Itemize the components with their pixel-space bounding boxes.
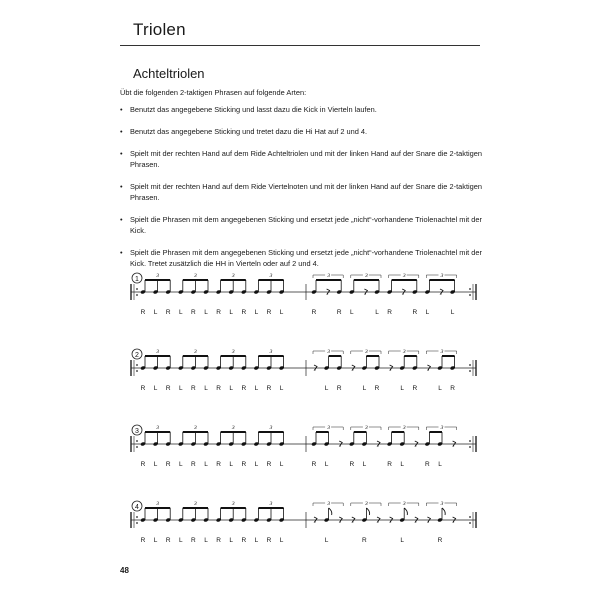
tuplet-number: 3 bbox=[269, 273, 273, 279]
sticking-letter: R bbox=[266, 385, 272, 392]
sticking-letter: L bbox=[229, 461, 234, 468]
tuplet-number: 3 bbox=[365, 273, 368, 279]
sticking-letter: R bbox=[191, 537, 196, 544]
tuplet-bracket bbox=[407, 351, 419, 354]
sticking-letter: R bbox=[266, 537, 272, 544]
sticking-letter: R bbox=[362, 537, 367, 544]
tuplet-bracket bbox=[313, 427, 325, 430]
tuplet-number: 3 bbox=[269, 349, 273, 355]
sticking-letter: L bbox=[153, 385, 158, 392]
sticking-letter: L bbox=[204, 309, 208, 316]
sticking-letter: L bbox=[425, 309, 430, 316]
sticking-letter: R bbox=[216, 461, 221, 468]
intro-text: Übt die folgenden 2-taktigen Phrasen auf folgende Arten: bbox=[120, 88, 307, 97]
sticking-letter: L bbox=[254, 309, 259, 316]
sticking-letter: L bbox=[349, 309, 354, 316]
sticking-letter: R bbox=[165, 537, 171, 544]
tuplet-bracket bbox=[445, 275, 457, 278]
tuplet-bracket bbox=[369, 351, 381, 354]
exercise-number: 1 bbox=[135, 276, 139, 283]
sticking-letter: R bbox=[374, 385, 380, 392]
repeat-dot bbox=[136, 288, 138, 290]
sticking-letter: L bbox=[254, 461, 259, 468]
eighth-rest bbox=[339, 517, 342, 522]
sticking-letter: L bbox=[204, 537, 208, 544]
eighth-rest bbox=[440, 289, 443, 294]
tuplet-number: 3 bbox=[365, 501, 368, 507]
instruction-item: • Spielt mit der rechten Hand auf dem Ride Achteltriolen und mit der linken Hand auf der Snare die 2-taktigen Phrasen. bbox=[120, 148, 482, 170]
sticking-letter: R bbox=[311, 309, 317, 316]
tuplet-number: 3 bbox=[156, 349, 159, 355]
sticking-letter: R bbox=[241, 309, 247, 316]
note-flag bbox=[366, 508, 369, 515]
sticking-letter: R bbox=[336, 309, 342, 316]
sticking-letter: L bbox=[153, 461, 158, 468]
chapter-title: Triolen bbox=[133, 20, 186, 39]
tuplet-bracket bbox=[369, 427, 381, 430]
sticking-letter: L bbox=[324, 385, 329, 392]
sticking-letter: L bbox=[362, 461, 367, 468]
tuplet-number: 3 bbox=[327, 501, 330, 507]
sticking-letter: L bbox=[229, 537, 234, 544]
tuplet-bracket bbox=[426, 427, 438, 430]
tuplet-bracket bbox=[331, 275, 343, 278]
eighth-rest bbox=[339, 441, 342, 446]
sticking-letter: L bbox=[178, 385, 183, 392]
tuplet-number: 3 bbox=[231, 349, 235, 355]
tuplet-number: 3 bbox=[365, 425, 368, 431]
tuplet-number: 3 bbox=[440, 273, 444, 279]
tuplet-bracket bbox=[351, 427, 363, 430]
sticking-letter: L bbox=[279, 461, 284, 468]
sticking-letter: R bbox=[336, 385, 342, 392]
tuplet-number: 3 bbox=[327, 349, 330, 355]
repeat-dot bbox=[469, 522, 471, 524]
eighth-rest bbox=[402, 289, 405, 294]
sticking-letter: R bbox=[241, 537, 247, 544]
note-flag bbox=[329, 508, 332, 515]
eighth-rest bbox=[364, 289, 367, 294]
tuplet-bracket bbox=[407, 275, 419, 278]
eighth-rest bbox=[377, 441, 380, 446]
tuplet-bracket bbox=[331, 351, 343, 354]
sticking-letter: L bbox=[324, 537, 329, 544]
tuplet-bracket bbox=[445, 503, 457, 506]
repeat-dot bbox=[469, 440, 471, 442]
tuplet-number: 3 bbox=[231, 501, 235, 507]
tuplet-number: 3 bbox=[156, 425, 159, 431]
page-number: 48 bbox=[120, 566, 129, 575]
repeat-dot bbox=[136, 516, 138, 518]
eighth-rest bbox=[427, 365, 430, 370]
eighth-rest bbox=[427, 517, 430, 522]
sticking-letter: R bbox=[349, 461, 355, 468]
tuplet-bracket bbox=[313, 275, 325, 278]
eighth-rest bbox=[352, 365, 355, 370]
sticking-letter: L bbox=[375, 309, 379, 316]
sticking-letter: L bbox=[204, 385, 208, 392]
sticking-letter: R bbox=[311, 461, 317, 468]
note-flag bbox=[404, 508, 407, 515]
tuplet-bracket bbox=[351, 275, 363, 278]
tuplet-bracket bbox=[426, 503, 438, 506]
tuplet-number: 3 bbox=[269, 425, 273, 431]
tuplet-number: 3 bbox=[194, 501, 197, 507]
sticking-letter: R bbox=[266, 309, 272, 316]
sticking-letter: L bbox=[178, 461, 183, 468]
sticking-letter: R bbox=[450, 385, 455, 392]
eighth-rest bbox=[314, 365, 317, 370]
repeat-dot bbox=[136, 370, 138, 372]
eighth-rest bbox=[327, 289, 330, 294]
eighth-rest bbox=[415, 517, 418, 522]
repeat-dot bbox=[136, 522, 138, 524]
sticking-letter: L bbox=[279, 309, 284, 316]
sticking-letter: R bbox=[387, 461, 392, 468]
tuplet-number: 3 bbox=[440, 425, 444, 431]
tuplet-number: 3 bbox=[440, 501, 444, 507]
sticking-letter: R bbox=[412, 309, 418, 316]
tuplet-bracket bbox=[351, 503, 363, 506]
eighth-rest bbox=[390, 517, 393, 522]
tuplet-number: 3 bbox=[156, 273, 159, 279]
tuplet-bracket bbox=[369, 275, 381, 278]
tuplet-number: 3 bbox=[156, 501, 159, 507]
sticking-letter: L bbox=[153, 309, 158, 316]
tuplet-bracket bbox=[426, 275, 438, 278]
sticking-letter: L bbox=[279, 385, 284, 392]
repeat-dot bbox=[469, 370, 471, 372]
repeat-dot bbox=[469, 364, 471, 366]
tuplet-number: 3 bbox=[440, 349, 444, 355]
sticking-letter: L bbox=[438, 461, 442, 468]
eighth-rest bbox=[390, 365, 393, 370]
instruction-item: • Benutzt das angegebene Sticking und lasst dazu die Kick in Vierteln laufen. bbox=[120, 104, 482, 115]
tuplet-bracket bbox=[407, 503, 419, 506]
eighth-rest bbox=[377, 517, 380, 522]
exercise-number: 2 bbox=[135, 352, 139, 359]
tuplet-bracket bbox=[389, 427, 401, 430]
sticking-letter: R bbox=[165, 309, 171, 316]
instruction-item: • Spielt mit der rechten Hand auf dem Ride Viertelnoten und mit der linken Hand auf der Snare die 2-taktigen Phrasen. bbox=[120, 181, 482, 203]
tuplet-number: 3 bbox=[402, 425, 406, 431]
tuplet-number: 3 bbox=[269, 501, 273, 507]
sticking-letter: R bbox=[412, 385, 418, 392]
note-flag bbox=[442, 508, 445, 515]
repeat-dot bbox=[469, 446, 471, 448]
tuplet-bracket bbox=[313, 503, 325, 506]
tuplet-bracket bbox=[389, 275, 401, 278]
repeat-dot bbox=[469, 288, 471, 290]
sticking-letter: L bbox=[279, 537, 284, 544]
tuplet-number: 3 bbox=[327, 425, 330, 431]
sticking-letter: L bbox=[362, 385, 367, 392]
sticking-letter: R bbox=[216, 537, 221, 544]
instruction-item: • Spielt die Phrasen mit dem angegebenen Sticking und ersetzt jede „nicht“-vorhandene Triolenachtel mit der Kick. bbox=[120, 214, 482, 236]
tuplet-number: 3 bbox=[402, 501, 406, 507]
repeat-dot bbox=[136, 446, 138, 448]
repeat-dot bbox=[136, 364, 138, 366]
sticking-letter: R bbox=[191, 309, 196, 316]
tuplet-number: 3 bbox=[194, 349, 197, 355]
tuplet-number: 3 bbox=[402, 273, 406, 279]
eighth-rest bbox=[453, 517, 456, 522]
tuplet-bracket bbox=[351, 351, 363, 354]
repeat-dot bbox=[469, 294, 471, 296]
sticking-letter: R bbox=[266, 461, 272, 468]
sticking-letter: L bbox=[438, 385, 442, 392]
instruction-item: • Spielt die Phrasen mit dem angegebenen Sticking und ersetzt jede „nicht“-vorhandene Triolenachtel mit der Kick. Tretet zusätzlich die HH in Vierteln oder auf 2 und 4. bbox=[120, 247, 482, 269]
repeat-dot bbox=[136, 440, 138, 442]
sticking-letter: R bbox=[165, 385, 171, 392]
tuplet-bracket bbox=[445, 351, 457, 354]
sticking-letter: L bbox=[254, 385, 259, 392]
tuplet-number: 3 bbox=[402, 349, 406, 355]
eighth-rest bbox=[352, 517, 355, 522]
sticking-letter: R bbox=[165, 461, 171, 468]
tuplet-number: 3 bbox=[327, 273, 330, 279]
tuplet-number: 3 bbox=[231, 425, 235, 431]
tuplet-bracket bbox=[331, 427, 343, 430]
eighth-rest bbox=[453, 441, 456, 446]
sticking-letter: R bbox=[140, 461, 146, 468]
instruction-item: • Benutzt das angegebene Sticking und tretet dazu die Hi Hat auf 2 und 4. bbox=[120, 126, 482, 137]
eighth-rest bbox=[314, 517, 317, 522]
repeat-dot bbox=[469, 516, 471, 518]
tuplet-number: 3 bbox=[194, 425, 197, 431]
eighth-rest bbox=[415, 441, 418, 446]
sticking-letter: R bbox=[140, 537, 146, 544]
sticking-letter: R bbox=[216, 385, 221, 392]
tuplet-bracket bbox=[426, 351, 438, 354]
sticking-letter: L bbox=[254, 537, 259, 544]
sticking-letter: R bbox=[387, 309, 392, 316]
tuplet-bracket bbox=[389, 503, 401, 506]
tuplet-bracket bbox=[369, 503, 381, 506]
sticking-letter: L bbox=[229, 309, 234, 316]
exercise-number: 3 bbox=[135, 428, 139, 435]
sticking-letter: L bbox=[153, 537, 158, 544]
sticking-letter: R bbox=[191, 461, 196, 468]
sticking-letter: R bbox=[140, 309, 146, 316]
repeat-dot bbox=[136, 294, 138, 296]
sticking-letter: L bbox=[324, 461, 329, 468]
sticking-letter: R bbox=[191, 385, 196, 392]
tuplet-bracket bbox=[389, 351, 401, 354]
sticking-letter: L bbox=[178, 537, 183, 544]
section-heading: Achteltriolen bbox=[133, 66, 205, 81]
sticking-letter: R bbox=[140, 385, 146, 392]
sticking-letter: R bbox=[241, 385, 247, 392]
tuplet-bracket bbox=[313, 351, 325, 354]
sticking-letter: L bbox=[204, 461, 208, 468]
sticking-letter: L bbox=[229, 385, 234, 392]
tuplet-number: 3 bbox=[194, 273, 197, 279]
tuplet-number: 3 bbox=[365, 349, 368, 355]
sticking-letter: R bbox=[437, 537, 443, 544]
sticking-letter: L bbox=[450, 309, 455, 316]
sticking-letter: L bbox=[178, 309, 183, 316]
tuplet-number: 3 bbox=[231, 273, 235, 279]
sticking-letter: L bbox=[400, 537, 405, 544]
sticking-letter: L bbox=[400, 385, 405, 392]
sticking-letter: R bbox=[241, 461, 247, 468]
tuplet-bracket bbox=[331, 503, 343, 506]
sticking-letter: R bbox=[425, 461, 430, 468]
sticking-letter: R bbox=[216, 309, 221, 316]
tuplet-bracket bbox=[407, 427, 419, 430]
sticking-letter: L bbox=[400, 461, 405, 468]
tuplet-bracket bbox=[445, 427, 457, 430]
exercise-number: 4 bbox=[135, 504, 139, 511]
